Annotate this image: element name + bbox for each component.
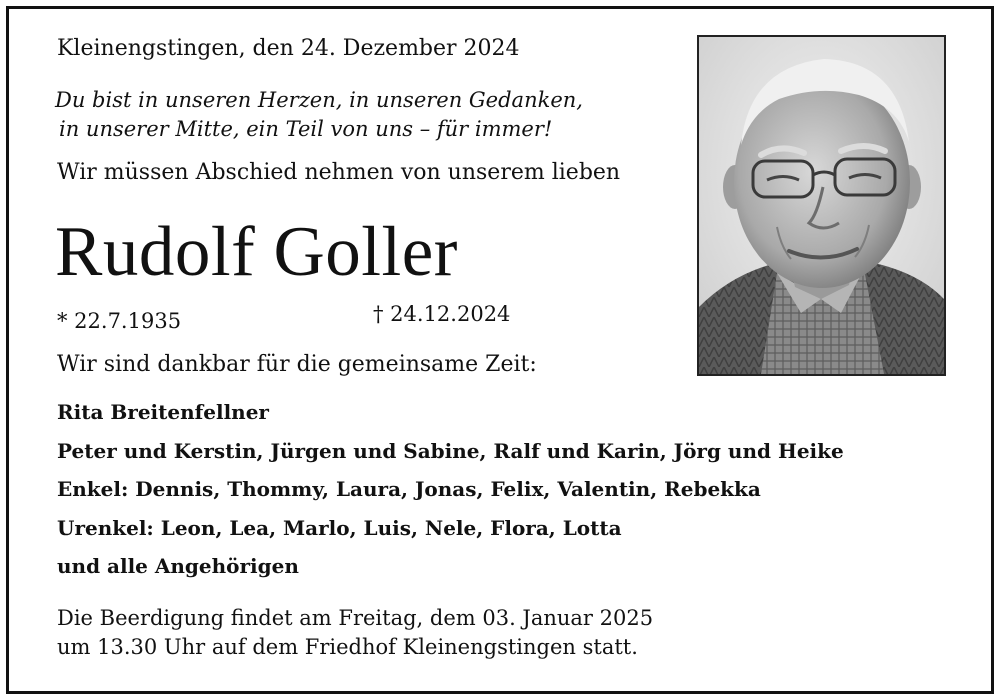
mourner-line: Enkel: Dennis, Thommy, Laura, Jonas, Felix, Valentin, Rebekka: [57, 477, 761, 501]
mourner-line: Peter und Kerstin, Jürgen und Sabine, Ralf und Karin, Jörg und Heike: [57, 438, 844, 463]
place-date: Kleinengstingen, den 24. Dezember 2024: [57, 36, 520, 61]
funeral-info: [57, 604, 653, 662]
portrait-photo: [697, 35, 946, 376]
farewell-text: Wir müssen Abschied nehmen von unserem lieben: [57, 160, 621, 185]
funeral-line-2: um 13.30 Uhr auf dem Friedhof Kleinengstingen statt.: [57, 635, 638, 659]
funeral-line-1: Die Beerdigung findet am Freitag, dem 03. Januar 2025: [57, 606, 654, 630]
quote-line-1: Du bist in unseren Herzen, in unseren Gedanken,: [55, 88, 583, 112]
mourners-list: [57, 399, 844, 592]
mourner-line: Urenkel: Leon, Lea, Marlo, Luis, Nele, Flora, Lotta: [57, 515, 622, 540]
memorial-quote: [55, 86, 583, 144]
mourner-line: Rita Breitenfellner: [57, 400, 269, 424]
birth-date: * 22.7.1935: [57, 309, 182, 333]
quote-line-2: in unserer Mitte, ein Teil von uns – für immer!: [59, 117, 553, 141]
thanks-text: Wir sind dankbar für die gemeinsame Zeit:: [57, 352, 537, 377]
deceased-name: Rudolf Goller: [55, 213, 458, 291]
death-date: † 24.12.2024: [373, 302, 511, 326]
portrait-illustration: [699, 37, 944, 374]
mourner-line: und alle Angehörigen: [57, 554, 299, 578]
